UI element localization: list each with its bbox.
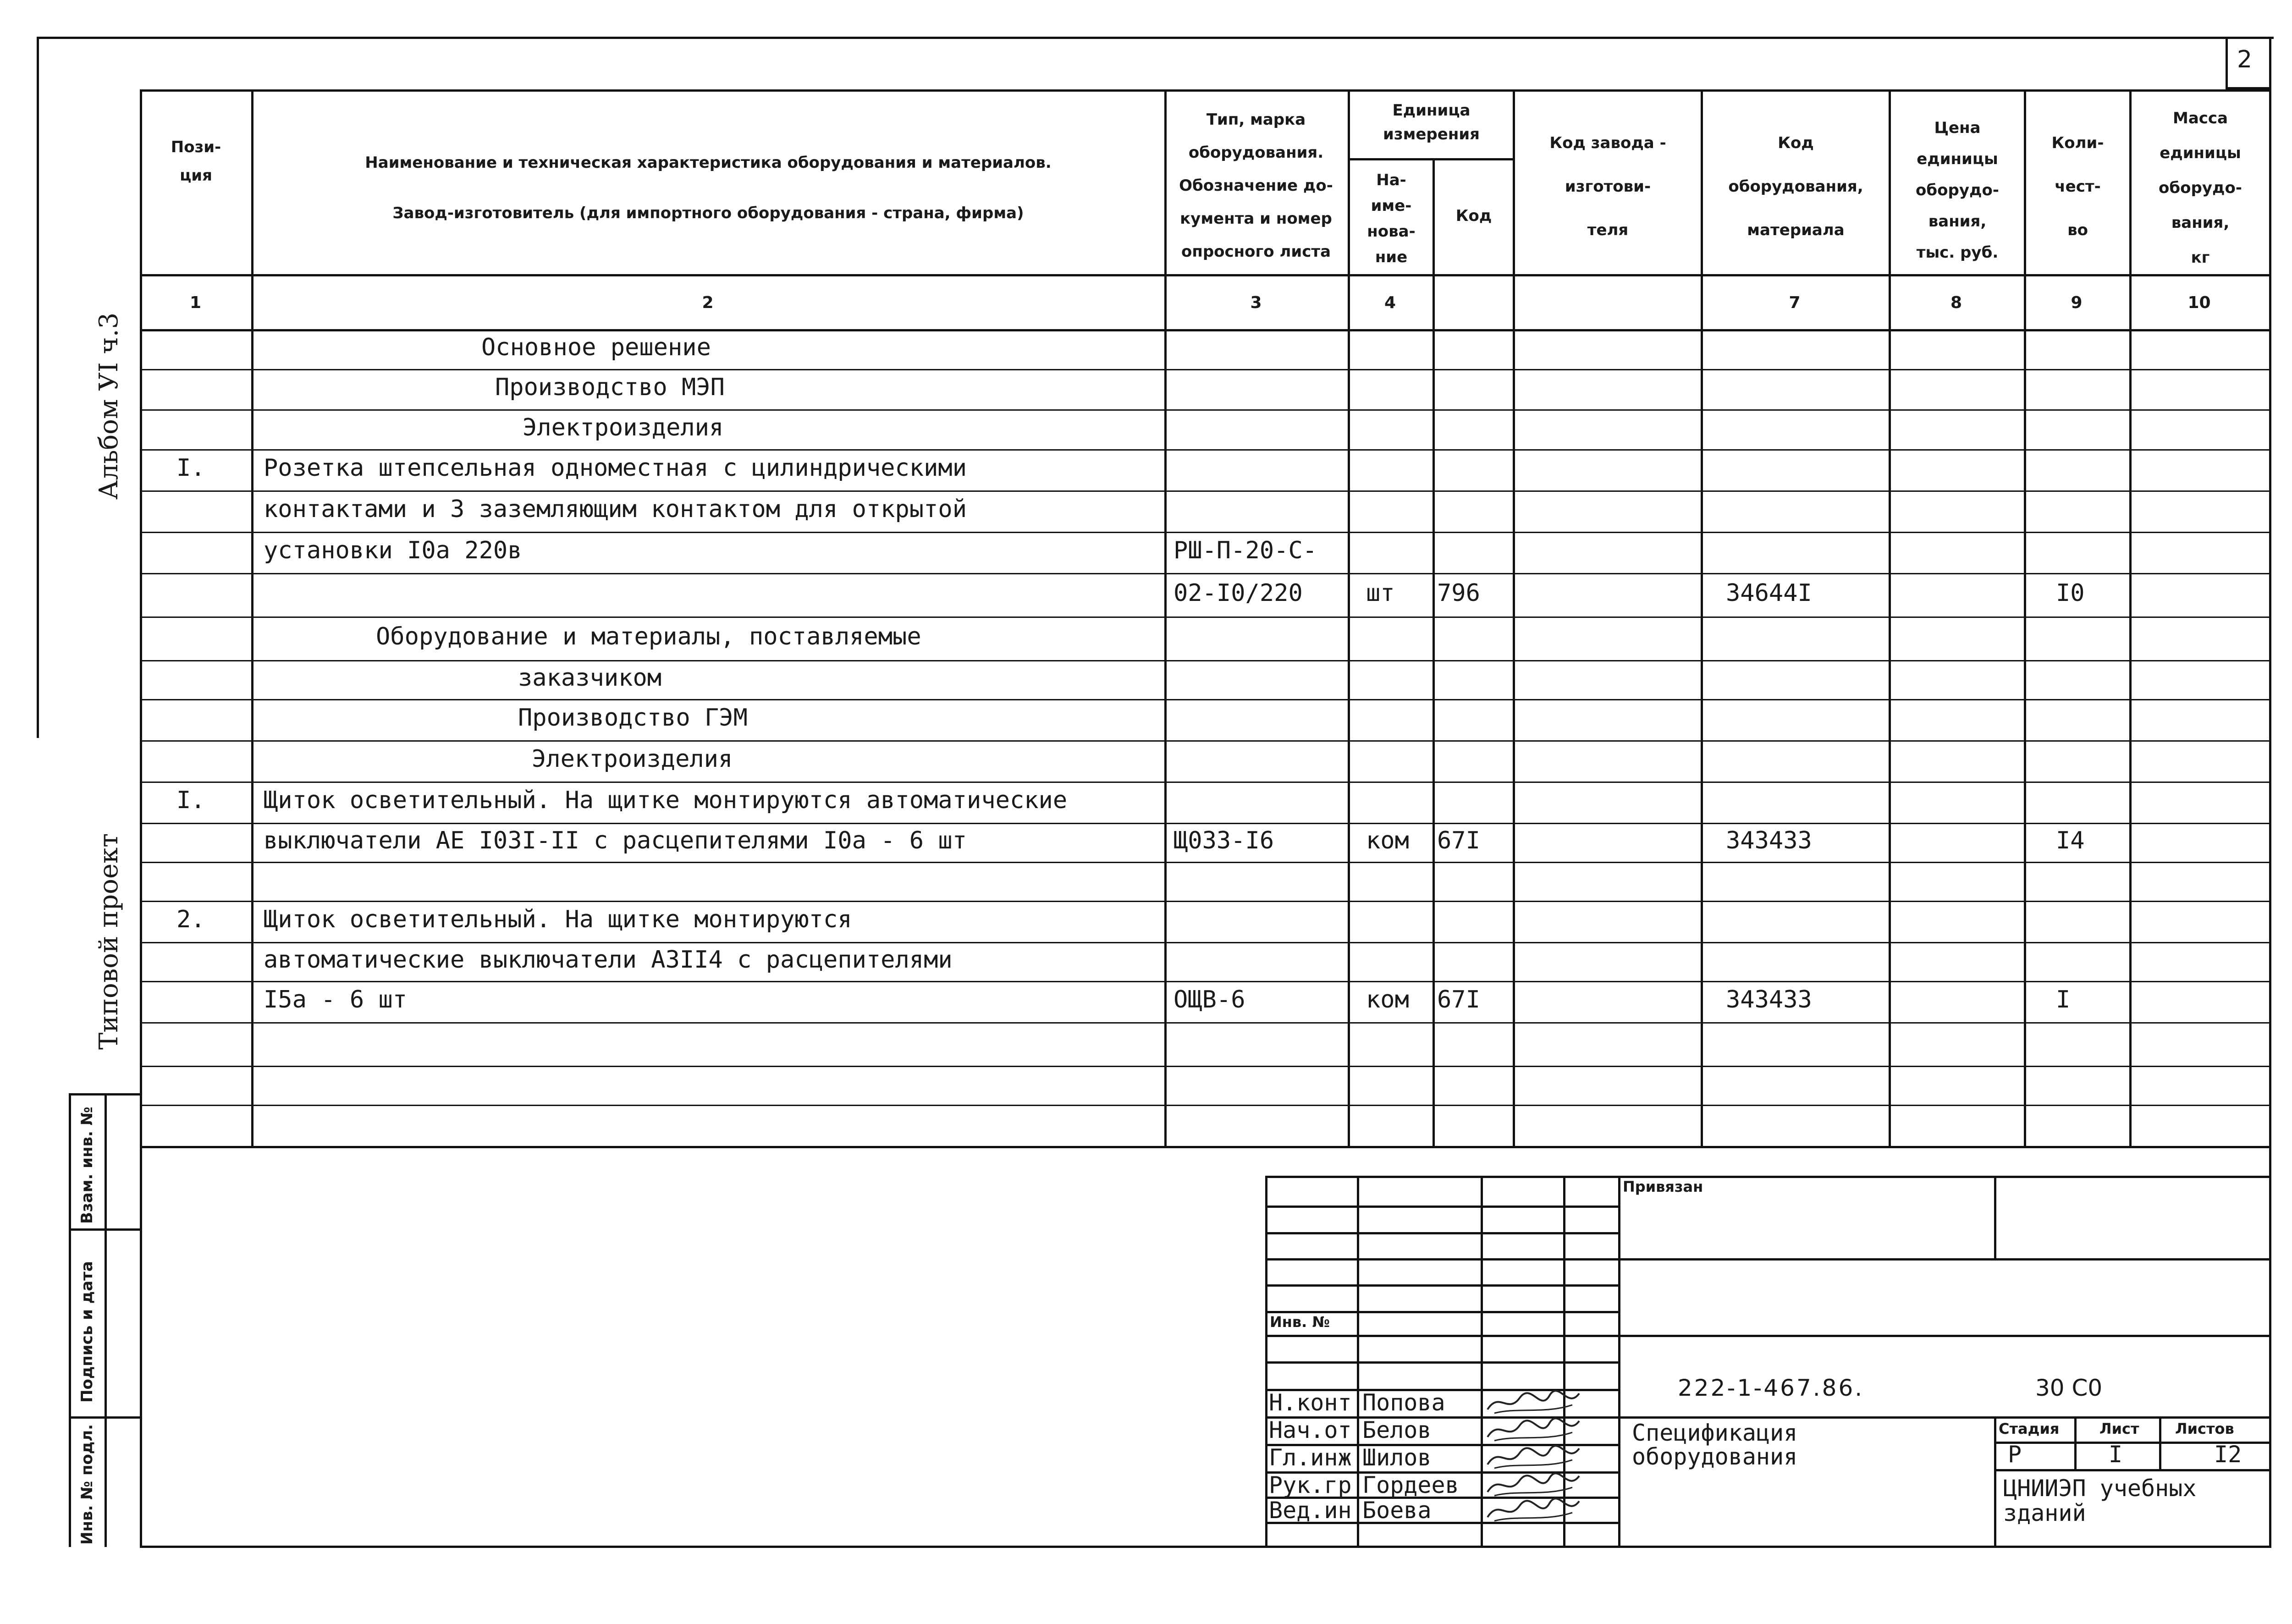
column-number: 8 <box>1950 293 1962 312</box>
column-number: 4 <box>1384 293 1396 312</box>
signer-role: Рук.гр <box>1269 1472 1352 1498</box>
name-cell: заказчиком <box>518 664 662 692</box>
signer-name: Боева <box>1362 1497 1432 1524</box>
unit-code-cell: 67I <box>1437 986 1480 1013</box>
name-cell: контактами и 3 заземляющим контактом для открытой <box>264 495 967 523</box>
quantity-cell: I <box>2056 986 2071 1013</box>
quantity-cell: I0 <box>2056 579 2085 607</box>
inv-replace-label: Взам. инв. № <box>78 1107 96 1224</box>
album-label: Альбом УI ч.3 <box>94 312 124 500</box>
name-cell: Электроизделия <box>523 413 724 441</box>
type-cell: ОЩВ-6 <box>1174 986 1245 1013</box>
signer-name: Шилов <box>1362 1444 1432 1471</box>
inv-no-label: Инв. № <box>1270 1313 1330 1331</box>
privyazan-label: Привязан <box>1623 1178 1703 1195</box>
column-number: 10 <box>2187 293 2211 312</box>
organization: ЦНИИЭП учебных зданий <box>2003 1475 2197 1526</box>
sheets-value: I2 <box>2214 1441 2242 1468</box>
signer-role: Вед.ин <box>1269 1497 1352 1524</box>
header-unit-name: На- име- нова- ние <box>1367 171 1416 266</box>
header-type: Тип, марка оборудования. Обозначение до- кумента и номер опросного листа <box>1179 110 1333 261</box>
name-cell: Оборудование и материалы, поставляемые <box>376 622 921 650</box>
sign-date-label: Подпись и дата <box>78 1261 96 1403</box>
signature-icon <box>1481 1494 1586 1526</box>
equipment-code-cell: 343433 <box>1726 826 1812 854</box>
project-label: Типовой проект <box>94 833 124 1050</box>
position-cell: 2. <box>176 906 205 933</box>
signer-name: Гордеев <box>1362 1472 1459 1498</box>
type-cell: 02-I0/220 <box>1174 579 1303 607</box>
quantity-cell: I4 <box>2056 826 2085 854</box>
stage-header: Стадия <box>1999 1420 2060 1437</box>
column-number: 1 <box>189 293 202 312</box>
column-number: 3 <box>1250 293 1262 312</box>
name-cell: Производство ГЭМ <box>518 704 748 732</box>
unit-code-cell: 67I <box>1437 826 1480 854</box>
document-code: 222-1-467.86. <box>1678 1375 1864 1401</box>
signer-name: Попова <box>1362 1389 1445 1416</box>
unit-name-cell: ком <box>1366 986 1409 1013</box>
header-unit-price: Цена единицы оборудо- вания, тыс. руб. <box>1916 119 1999 262</box>
header-unit-group: Единица измерения <box>1383 101 1480 143</box>
inv-orig-label: Инв. № подл. <box>78 1424 96 1545</box>
stage-value: Р <box>2008 1441 2022 1468</box>
sheets-header: Листов <box>2175 1420 2234 1437</box>
header-quantity: Коли- чест- во <box>2051 134 2104 239</box>
name-cell: Электроизделия <box>532 745 733 773</box>
signer-name: Белов <box>1362 1417 1432 1443</box>
name-cell: автоматические выключатели АЗII4 с расцепителями <box>264 946 953 974</box>
position-cell: I. <box>176 454 205 482</box>
equipment-code-cell: 343433 <box>1726 986 1812 1013</box>
column-number: 9 <box>2071 293 2083 312</box>
name-cell: Производство МЭП <box>495 374 725 401</box>
header-manufacturer-code: Код завода - изготови- теля <box>1549 134 1666 239</box>
column-number: 2 <box>702 293 714 312</box>
header-name: Наименование и техническая характеристика оборудования и материалов. Завод-изготовитель (для импортного оборудования - страна, фирма) <box>365 154 1052 222</box>
document-title: Спецификация оборудования <box>1632 1420 1798 1470</box>
header-position: Пози- ция <box>171 138 221 185</box>
name-cell: I5а - 6 шт <box>264 986 408 1013</box>
sheet-value: I <box>2109 1441 2123 1468</box>
name-cell: Розетка штепсельная одноместная с цилиндрическими <box>264 454 967 482</box>
unit-code-cell: 796 <box>1437 579 1480 607</box>
position-cell: I. <box>176 787 205 814</box>
equipment-code-cell: 34644I <box>1726 579 1812 607</box>
name-cell: Основное решение <box>481 333 711 361</box>
type-cell: РШ-П-20-С- <box>1174 537 1317 564</box>
signer-role: Н.конт <box>1269 1389 1352 1416</box>
column-number: 7 <box>1789 293 1801 312</box>
sheet-header: Лист <box>2099 1420 2139 1437</box>
header-unit-code: Код <box>1455 207 1492 225</box>
signer-role: Нач.от <box>1269 1417 1352 1443</box>
name-cell: выключатели АЕ I03I-II с расцепителями I0а - 6 шт <box>264 826 967 854</box>
header-unit-mass: Масса единицы оборудо- вания, кг <box>2159 109 2242 267</box>
sheet-corner-number: 2 <box>2237 46 2253 73</box>
document-suffix: 30 С0 <box>2035 1375 2103 1401</box>
name-cell: установки I0а 220в <box>264 537 522 564</box>
name-cell: Щиток осветительный. На щитке монтируются <box>264 906 852 933</box>
unit-name-cell: ком <box>1366 826 1409 854</box>
header-equipment-code: Код оборудования, материала <box>1728 134 1863 239</box>
unit-name-cell: шт <box>1366 579 1395 607</box>
name-cell: Щиток осветительный. На щитке монтируются автоматические <box>264 787 1068 814</box>
signer-role: Гл.инж <box>1269 1444 1352 1471</box>
type-cell: Щ033-I6 <box>1174 826 1274 854</box>
